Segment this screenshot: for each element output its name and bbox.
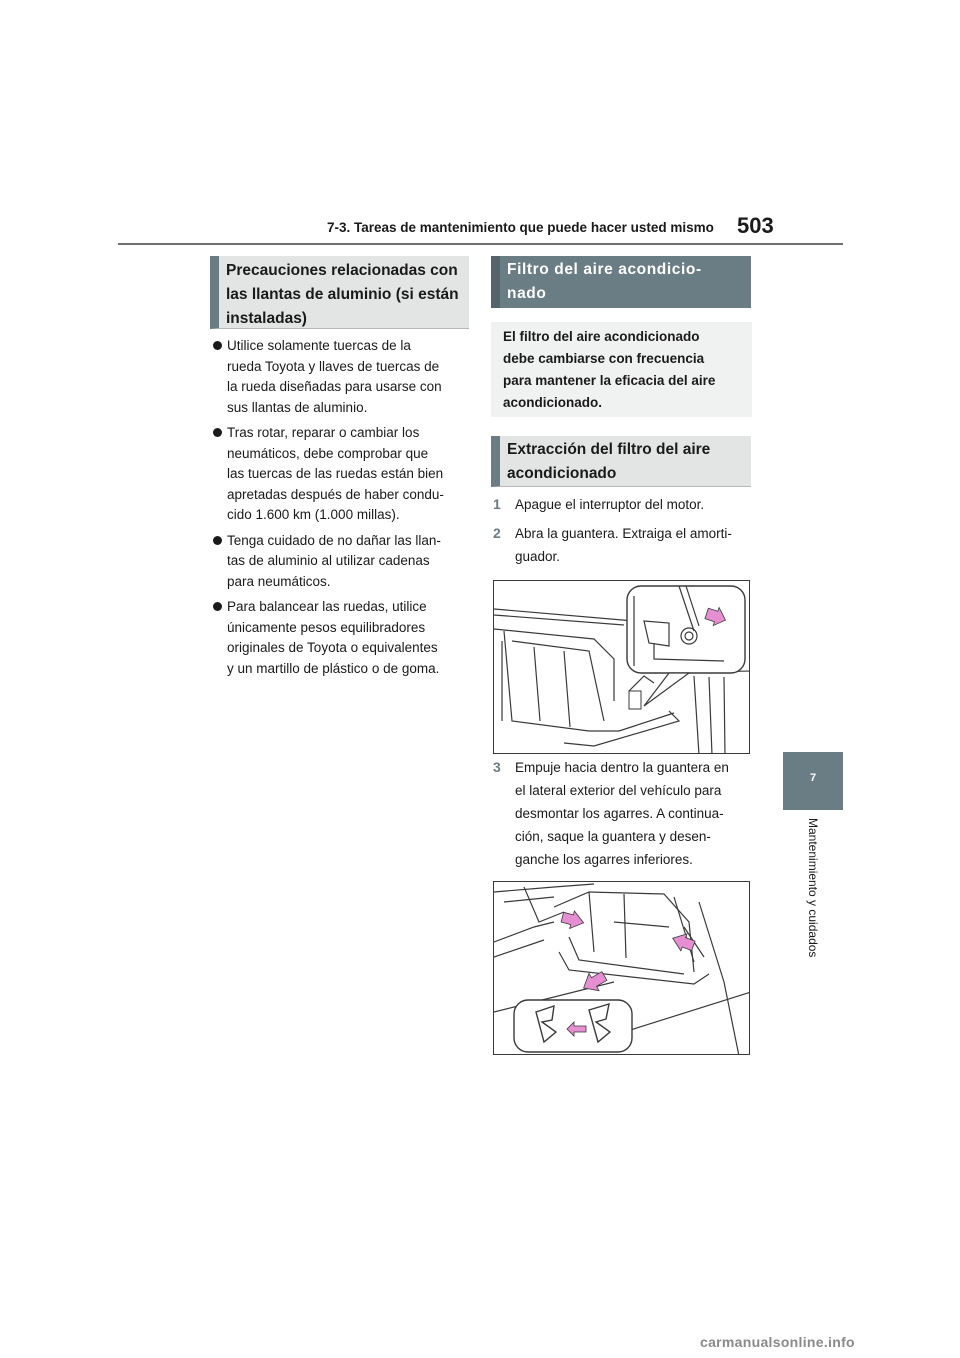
list-line: sus llantas de aluminio. <box>227 399 368 415</box>
glovebox-removal-illustration <box>494 882 750 1055</box>
heading-line: acondicionado <box>507 465 617 482</box>
list-line: originales de Toyota o equivalentes <box>227 640 438 655</box>
heading-line: Extracción del filtro del aire <box>507 441 711 458</box>
step-line: ganche los agarres inferiores. <box>515 852 693 867</box>
heading-line: Filtro del aire acondicio- <box>507 261 702 278</box>
step-item <box>492 493 754 516</box>
bullet-icon <box>213 428 222 437</box>
ac-filter-section-heading <box>491 256 751 308</box>
list-line: la rueda diseñadas para usarse con <box>227 379 442 394</box>
list-line: Tenga cuidado de no dañar las llan- <box>227 532 441 548</box>
heading-line: Precauciones relacionadas con <box>226 262 458 279</box>
list-line: las tuercas de las ruedas están bien <box>227 466 444 481</box>
page-number: 503 <box>737 213 774 238</box>
chapter-label-text: Mantenimiento y cuidados <box>806 818 820 958</box>
list-line: únicamente pesos equilibradores <box>227 619 426 635</box>
lead-summary <box>491 322 752 417</box>
heading-line: instaladas) <box>226 310 307 327</box>
watermark: carmanualsonline.info <box>700 1334 855 1350</box>
step-line: Empuje hacia dentro la guantera en <box>515 760 729 775</box>
aluminum-wheels-heading <box>210 256 469 329</box>
list-item <box>211 423 469 526</box>
heading-line: las llantas de aluminio (si están <box>226 286 459 303</box>
header-rule <box>118 243 843 245</box>
list-line: y un martillo de plástico o de goma. <box>227 660 440 676</box>
chapter-number: 7 <box>809 772 817 784</box>
list-line: Tras rotar, reparar o cambiar los <box>227 425 420 440</box>
steps-list-b <box>492 756 754 873</box>
step-number: 3 <box>493 759 501 775</box>
step-line: desmontar los agarres. A continua- <box>515 806 724 821</box>
bullet-icon <box>213 602 222 611</box>
list-line: para neumáticos. <box>227 573 331 589</box>
running-head: 7-3. Tareas de mantenimiento que puede hacer usted mismo <box>327 220 714 235</box>
step-number: 2 <box>493 525 501 541</box>
step-line: Apague el interruptor del motor. <box>515 497 705 512</box>
list-line: neumáticos, debe comprobar que <box>227 445 429 461</box>
bullet-icon <box>213 536 222 545</box>
step-line: Abra la guantera. Extraiga el amorti- <box>515 526 732 541</box>
list-line: Utilice solamente tuercas de la <box>227 338 411 353</box>
list-item <box>211 336 469 418</box>
list-item <box>211 597 469 679</box>
step-line: guador. <box>515 549 561 564</box>
glovebox-damper-illustration <box>494 581 750 754</box>
step-item <box>492 522 754 568</box>
list-line: cido 1.600 km (1.000 millas). <box>227 507 400 522</box>
list-line: Para balancear las ruedas, utilice <box>227 599 427 614</box>
list-line: tas de aluminio al utilizar cadenas <box>227 553 430 568</box>
list-item <box>211 531 469 593</box>
chapter-label <box>806 818 822 988</box>
list-line: apretadas después de haber condu- <box>227 486 444 502</box>
lead-line: El filtro del aire acondicionado <box>503 329 700 344</box>
bullet-icon <box>213 341 222 350</box>
lead-line: acondicionado. <box>503 395 603 410</box>
chapter-tab <box>783 752 843 810</box>
heading-line: nado <box>507 285 547 302</box>
step-number: 1 <box>493 496 501 512</box>
list-line: rueda Toyota y llaves de tuercas de <box>227 358 440 374</box>
lead-line: para mantener la eficacia del aire <box>503 373 716 388</box>
step-item <box>492 756 754 871</box>
steps-list-a <box>492 493 754 570</box>
step-line: ción, saque la guantera y desen- <box>515 829 711 844</box>
caution-list <box>211 336 469 684</box>
step-line: el lateral exterior del vehículo para <box>515 783 722 798</box>
filter-removal-subheading <box>491 436 751 487</box>
figure-glovebox-damper <box>493 580 750 754</box>
figure-glovebox-removal <box>493 881 750 1055</box>
lead-line: debe cambiarse con frecuencia <box>503 351 705 366</box>
